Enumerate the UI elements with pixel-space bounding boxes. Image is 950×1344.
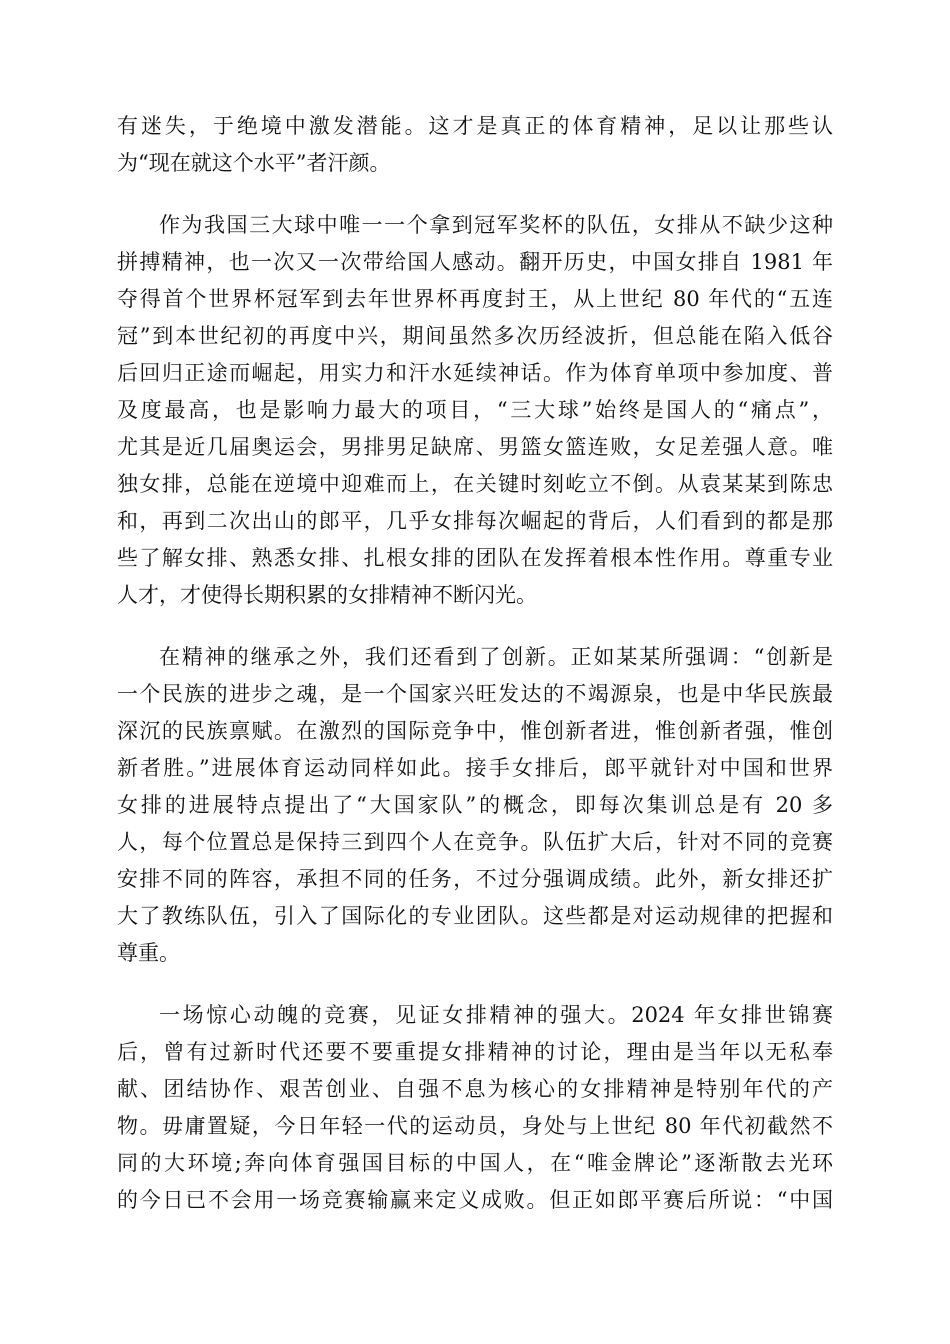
text-line: 深沉的民族禀赋。在激烈的国际竞争中，惟创新者进，惟创新者强，惟创: [117, 719, 833, 743]
text-line: 尤其是近几届奥运会，男排男足缺席、男篮女篮连败，女足差强人意。唯: [117, 435, 833, 459]
text-line: 新者胜。”进展体育运动同样如此。接手女排后，郎平就针对中国和世界: [117, 756, 833, 780]
text-line: 夺得首个世界杯冠军到去年世界杯再度封王，从上世纪 80 年代的“五连: [117, 287, 833, 311]
paragraph-4: [117, 997, 833, 1219]
text-line: 尊重。: [117, 941, 180, 965]
text-line: 在精神的继承之外，我们还看到了创新。正如某某所强调：“创新是: [159, 645, 833, 669]
text-line: 独女排，总能在逆境中迎难而上，在关键时刻屹立不倒。从袁某某到陈忠: [117, 472, 833, 496]
text-line: 冠”到本世纪初的再度中兴，期间虽然多次历经波折，但总能在陷入低谷: [117, 324, 833, 348]
text-line: 些了解女排、熟悉女排、扎根女排的团队在发挥着根本性作用。尊重专业: [117, 546, 833, 570]
text-line: 作为我国三大球中唯一一个拿到冠军奖杯的队伍，女排从不缺少这种: [159, 213, 833, 237]
text-line: 后回归正途而崛起，用实力和汗水延续神话。作为体育单项中参加度、普: [117, 361, 833, 385]
text-line: 女排的进展特点提出了“大国家队”的概念，即每次集训总是有 20 多: [117, 793, 833, 817]
text-line: 一个民族的进步之魂，是一个国家兴旺发达的不竭源泉，也是中华民族最: [117, 682, 833, 706]
text-line: 献、团结协作、艰苦创业、自强不息为核心的女排精神是特别年代的产: [117, 1077, 833, 1101]
text-line: 物。毋庸置疑，今日年轻一代的运动员，身处与上世纪 80 年代初截然不: [117, 1114, 833, 1138]
text-line: 人才，才使得长期积累的女排精神不断闪光。: [117, 583, 537, 607]
text-line: 后，曾有过新时代还要不要重提女排精神的讨论，理由是当年以无私奉: [117, 1040, 833, 1064]
paragraph-1: [117, 108, 833, 182]
paragraph-3: [117, 639, 833, 972]
text-line: 和，再到二次出山的郎平，几乎女排每次崛起的背后，人们看到的都是那: [117, 509, 833, 533]
text-line: 一场惊心动魄的竞赛，见证女排精神的强大。2024 年女排世锦赛: [159, 1003, 833, 1027]
text-line: 安排不同的阵容，承担不同的任务，不过分强调成绩。此外，新女排还扩: [117, 867, 833, 891]
text-line: 人，每个位置总是保持三到四个人在竞争。队伍扩大后，针对不同的竞赛: [117, 830, 833, 854]
text-line: 同的大环境;奔向体育强国目标的中国人，在“唯金牌论”逐渐散去光环: [117, 1151, 833, 1175]
document-body: [117, 108, 833, 1244]
text-line: 为“现在就这个水平”者汗颜。: [117, 151, 391, 175]
text-line: 的今日已不会用一场竞赛输赢来定义成败。但正如郎平赛后所说：“中国: [117, 1188, 833, 1212]
text-line: 大了教练队伍，引入了国际化的专业团队。这些都是对运动规律的把握和: [117, 904, 833, 928]
text-line: 有迷失，于绝境中激发潜能。这才是真正的体育精神，足以让那些认: [117, 114, 833, 138]
paragraph-2: [117, 207, 833, 614]
text-line: 及度最高，也是影响力最大的项目，“三大球”始终是国人的“痛点”，: [117, 398, 833, 422]
text-line: 拼搏精神，也一次又一次带给国人感动。翻开历史，中国女排自 1981 年: [117, 250, 833, 274]
